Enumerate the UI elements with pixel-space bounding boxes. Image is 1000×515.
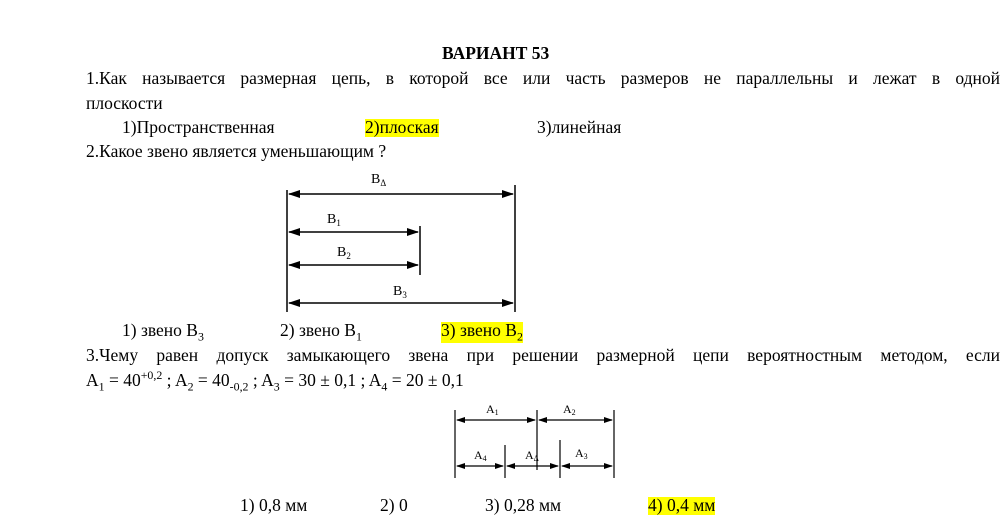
question-3-option-4-selected[interactable]: 4) 0,4 мм: [648, 495, 716, 515]
question-1-option-1[interactable]: 1)Пространственная: [122, 117, 275, 137]
question-3-text-line1: 3.Чему равен допуск замыкающего звена при решении размерной цепи вероятностным методом, если: [86, 345, 1000, 365]
question-2-option-3-sub: 2: [516, 329, 523, 344]
question-3-option-2[interactable]: 2) 0: [380, 495, 408, 515]
question-2-option-1[interactable]: [122, 320, 204, 344]
question-1-text-line2: плоскости: [86, 93, 163, 113]
label-b3: $B_3$: [393, 284, 407, 300]
label-a4: A4: [474, 448, 487, 463]
label-bd: $B_\Delta$: [371, 172, 387, 188]
question-3-option-1[interactable]: 1) 0,8 мм: [240, 495, 308, 515]
label-ad: AΔ: [525, 448, 539, 463]
label-b1: $B_1$: [327, 212, 341, 228]
question-2-option-2-text: 2) звено B: [280, 320, 356, 340]
question-1-option-2-selected[interactable]: 2)плоская: [365, 117, 439, 137]
question-2-option-1-sub: 3: [197, 329, 204, 344]
question-1-option-3[interactable]: 3)линейная: [537, 117, 622, 137]
label-a3: A3: [575, 446, 588, 461]
dimension-chain-diagram-a: [455, 402, 614, 478]
label-a2: A2: [563, 402, 576, 417]
label-b2: $B_2$: [337, 245, 351, 261]
page-title: ВАРИАНТ 53: [442, 43, 550, 63]
question-2-option-1-text: 1) звено B: [122, 320, 198, 340]
question-3-option-3[interactable]: 3) 0,28 мм: [485, 495, 562, 515]
question-2-option-3-selected[interactable]: [441, 322, 523, 343]
question-3-values: $A_1 = 40^{+0,2}$ ; $A_2 = 40_{-0,2}$ ; $A_3 = 30 \pm 0,1$ ; $A_4 = 20 \pm 0,1$: [86, 368, 464, 394]
label-a1: A1: [486, 402, 499, 417]
question-1-text-line1: 1.Как называется размерная цепь, в которой все или часть размеров не параллельны и лежат в одной: [86, 68, 1000, 88]
question-2-option-2[interactable]: [280, 320, 362, 344]
question-2-option-2-sub: 1: [355, 329, 362, 344]
question-2-option-3-text: 3) звено B: [441, 320, 517, 340]
question-2-text: 2.Какое звено является уменьшающим ?: [86, 141, 387, 161]
